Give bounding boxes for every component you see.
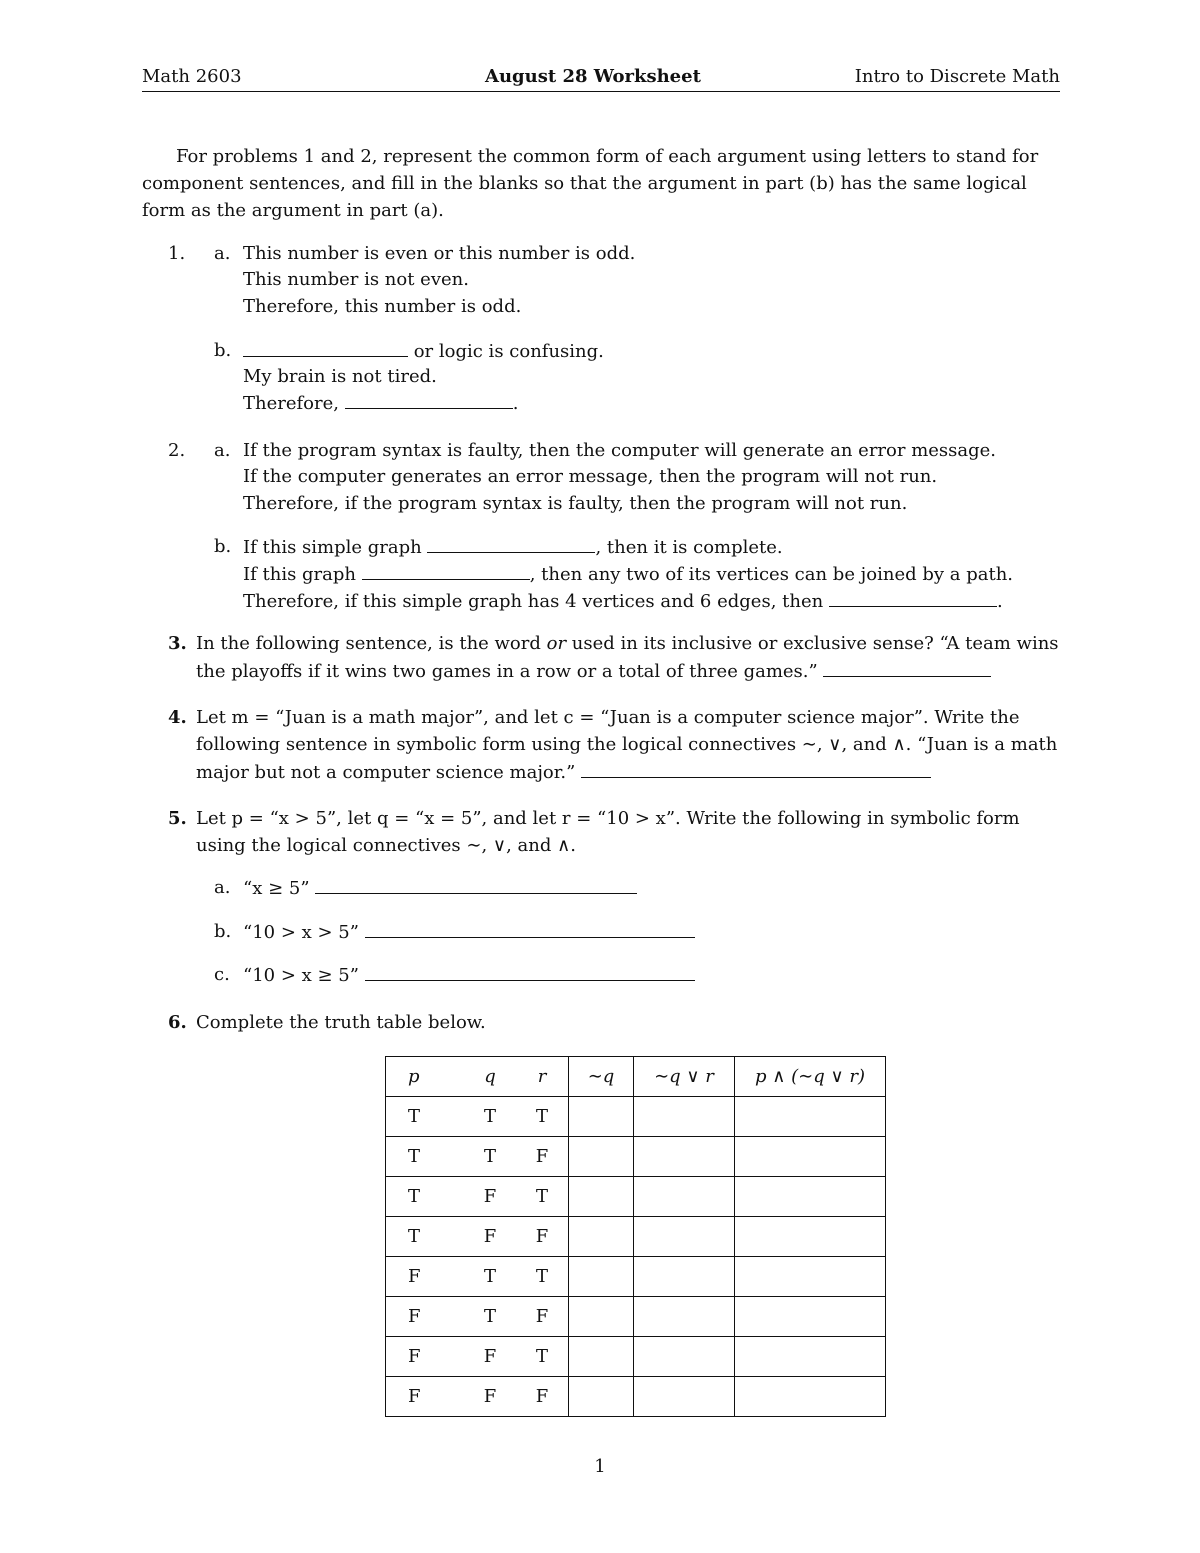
answer-cell[interactable] xyxy=(569,1217,634,1257)
answer-cell[interactable] xyxy=(634,1297,735,1337)
table-row xyxy=(386,1137,886,1177)
cell-p: T xyxy=(386,1137,465,1177)
cell-r: T xyxy=(516,1337,569,1377)
header-not-q: ∼q xyxy=(569,1057,634,1097)
header-r: r xyxy=(516,1057,569,1097)
cell-p: F xyxy=(386,1297,465,1337)
problem-5a-line: “x ≥ 5” xyxy=(243,877,637,899)
answer-cell[interactable] xyxy=(569,1137,634,1177)
problem-5-line-1: Let p = “x > 5”, let q = “x = 5”, and let r = “10 > x”. Write the following in symbolic form xyxy=(196,808,1020,829)
cell-q: T xyxy=(464,1097,516,1137)
answer-cell[interactable] xyxy=(735,1177,886,1217)
table-row xyxy=(386,1177,886,1217)
answer-blank[interactable] xyxy=(427,536,595,553)
answer-cell[interactable] xyxy=(634,1337,735,1377)
answer-cell[interactable] xyxy=(569,1337,634,1377)
problem-1-number: 1. xyxy=(168,243,186,264)
cell-p: F xyxy=(386,1257,465,1297)
answer-cell[interactable] xyxy=(569,1257,634,1297)
header-q: q xyxy=(464,1057,516,1097)
problem-6-text: Complete the truth table below. xyxy=(196,1012,486,1033)
answer-blank[interactable] xyxy=(365,964,695,981)
answer-cell[interactable] xyxy=(634,1217,735,1257)
problem-2a-label: a. xyxy=(214,440,231,461)
answer-blank[interactable] xyxy=(243,340,408,357)
answer-cell[interactable] xyxy=(634,1137,735,1177)
problem-1a-label: a. xyxy=(214,243,231,264)
answer-cell[interactable] xyxy=(569,1377,634,1417)
answer-cell[interactable] xyxy=(735,1297,886,1337)
problem-4-line-3: major but not a computer science major.” xyxy=(196,761,931,783)
problem-1b-line-3: Therefore, . xyxy=(243,393,519,414)
cell-r: F xyxy=(516,1377,569,1417)
problem-1b-label: b. xyxy=(214,340,232,361)
cell-r: F xyxy=(516,1217,569,1257)
cell-q: T xyxy=(464,1257,516,1297)
header-p-and-expr: p ∧ (∼q ∨ r) xyxy=(735,1057,886,1097)
truth-table xyxy=(385,1056,886,1417)
answer-cell[interactable] xyxy=(735,1337,886,1377)
cell-p: T xyxy=(386,1097,465,1137)
problem-2a-line-3: Therefore, if the program syntax is faulty, then the program will not run. xyxy=(243,493,908,514)
table-row xyxy=(386,1257,886,1297)
problem-1a-line-3: Therefore, this number is odd. xyxy=(243,296,522,317)
page-number: 1 xyxy=(594,1456,606,1477)
answer-cell[interactable] xyxy=(634,1097,735,1137)
problem-3-line-1: In the following sentence, is the word or used in its inclusive or exclusive sense? “A team wins xyxy=(196,633,1059,654)
answer-cell[interactable] xyxy=(569,1097,634,1137)
cell-q: F xyxy=(464,1337,516,1377)
answer-cell[interactable] xyxy=(569,1177,634,1217)
problem-5b-label: b. xyxy=(214,921,232,942)
problem-1a-line-2: This number is not even. xyxy=(243,269,469,290)
table-row xyxy=(386,1297,886,1337)
answer-cell[interactable] xyxy=(634,1177,735,1217)
header-title: August 28 Worksheet xyxy=(485,66,701,87)
answer-blank[interactable] xyxy=(345,392,513,409)
cell-p: T xyxy=(386,1217,465,1257)
answer-cell[interactable] xyxy=(735,1257,886,1297)
table-row xyxy=(386,1337,886,1377)
truth-table-header-row xyxy=(386,1057,886,1097)
problem-2b-label: b. xyxy=(214,536,232,557)
answer-cell[interactable] xyxy=(634,1257,735,1297)
cell-q: T xyxy=(464,1137,516,1177)
cell-r: T xyxy=(516,1257,569,1297)
problem-4-number: 4. xyxy=(168,707,187,728)
problem-1a-line-1: This number is even or this number is odd. xyxy=(243,243,636,264)
table-row xyxy=(386,1097,886,1137)
answer-blank[interactable] xyxy=(315,877,637,894)
cell-q: F xyxy=(464,1217,516,1257)
cell-p: F xyxy=(386,1377,465,1417)
answer-blank[interactable] xyxy=(823,660,991,677)
cell-q: F xyxy=(464,1177,516,1217)
answer-cell[interactable] xyxy=(735,1377,886,1417)
problem-2-number: 2. xyxy=(168,440,186,461)
header-rule xyxy=(142,91,1060,92)
problem-5-number: 5. xyxy=(168,808,187,829)
cell-r: F xyxy=(516,1137,569,1177)
cell-q: F xyxy=(464,1377,516,1417)
answer-cell[interactable] xyxy=(735,1137,886,1177)
problem-2a-line-2: If the computer generates an error message, then the program will not run. xyxy=(243,466,938,487)
problem-2b-line-1: If this simple graph , then it is complete. xyxy=(243,537,783,558)
answer-blank[interactable] xyxy=(365,921,695,938)
problem-2b-line-3: Therefore, if this simple graph has 4 vertices and 6 edges, then . xyxy=(243,591,1003,612)
problem-4-line-1: Let m = “Juan is a math major”, and let c = “Juan is a computer science major”. Write the xyxy=(196,707,1020,728)
answer-blank[interactable] xyxy=(829,590,997,607)
table-row xyxy=(386,1377,886,1417)
answer-blank[interactable] xyxy=(581,761,931,778)
answer-blank[interactable] xyxy=(362,563,530,580)
answer-cell[interactable] xyxy=(569,1297,634,1337)
header-p: p xyxy=(386,1057,465,1097)
problem-1b-line-2: My brain is not tired. xyxy=(243,366,437,387)
problem-6-number: 6. xyxy=(168,1012,187,1033)
answer-cell[interactable] xyxy=(634,1377,735,1417)
problem-2b-line-2: If this graph , then any two of its vertices can be joined by a path. xyxy=(243,564,1014,585)
header-subject: Intro to Discrete Math xyxy=(854,66,1060,87)
problem-1b-line-1: or logic is confusing. xyxy=(243,340,604,362)
intro-paragraph: For problems 1 and 2, represent the common form of each argument using letters to stand for component sentences, and fill in the blanks so that the argument in part (b) has the same logical form as the argument in part (a). xyxy=(142,146,1039,221)
header-course: Math 2603 xyxy=(142,66,242,87)
problem-3-number: 3. xyxy=(168,633,187,654)
header-not-q-or-r: ∼q ∨ r xyxy=(634,1057,735,1097)
problem-2a-line-1: If the program syntax is faulty, then the computer will generate an error message. xyxy=(243,440,997,461)
table-row xyxy=(386,1217,886,1257)
cell-r: T xyxy=(516,1177,569,1217)
cell-p: T xyxy=(386,1177,465,1217)
problem-5a-label: a. xyxy=(214,877,231,898)
cell-p: F xyxy=(386,1337,465,1377)
cell-r: F xyxy=(516,1297,569,1337)
cell-r: T xyxy=(516,1097,569,1137)
answer-cell[interactable] xyxy=(735,1097,886,1137)
problem-5b-line: “10 > x > 5” xyxy=(243,921,695,943)
cell-q: T xyxy=(464,1297,516,1337)
problem-5c-label: c. xyxy=(214,964,230,985)
problem-5c-line: “10 > x ≥ 5” xyxy=(243,964,695,986)
problem-3-line-2: the playoffs if it wins two games in a row or a total of three games.” xyxy=(196,660,991,682)
problem-4-line-2: following sentence in symbolic form using the logical connectives ∼, ∨, and ∧. “Juan is a math xyxy=(196,734,1058,755)
answer-cell[interactable] xyxy=(735,1217,886,1257)
problem-5-line-2: using the logical connectives ∼, ∨, and ∧. xyxy=(196,835,577,856)
